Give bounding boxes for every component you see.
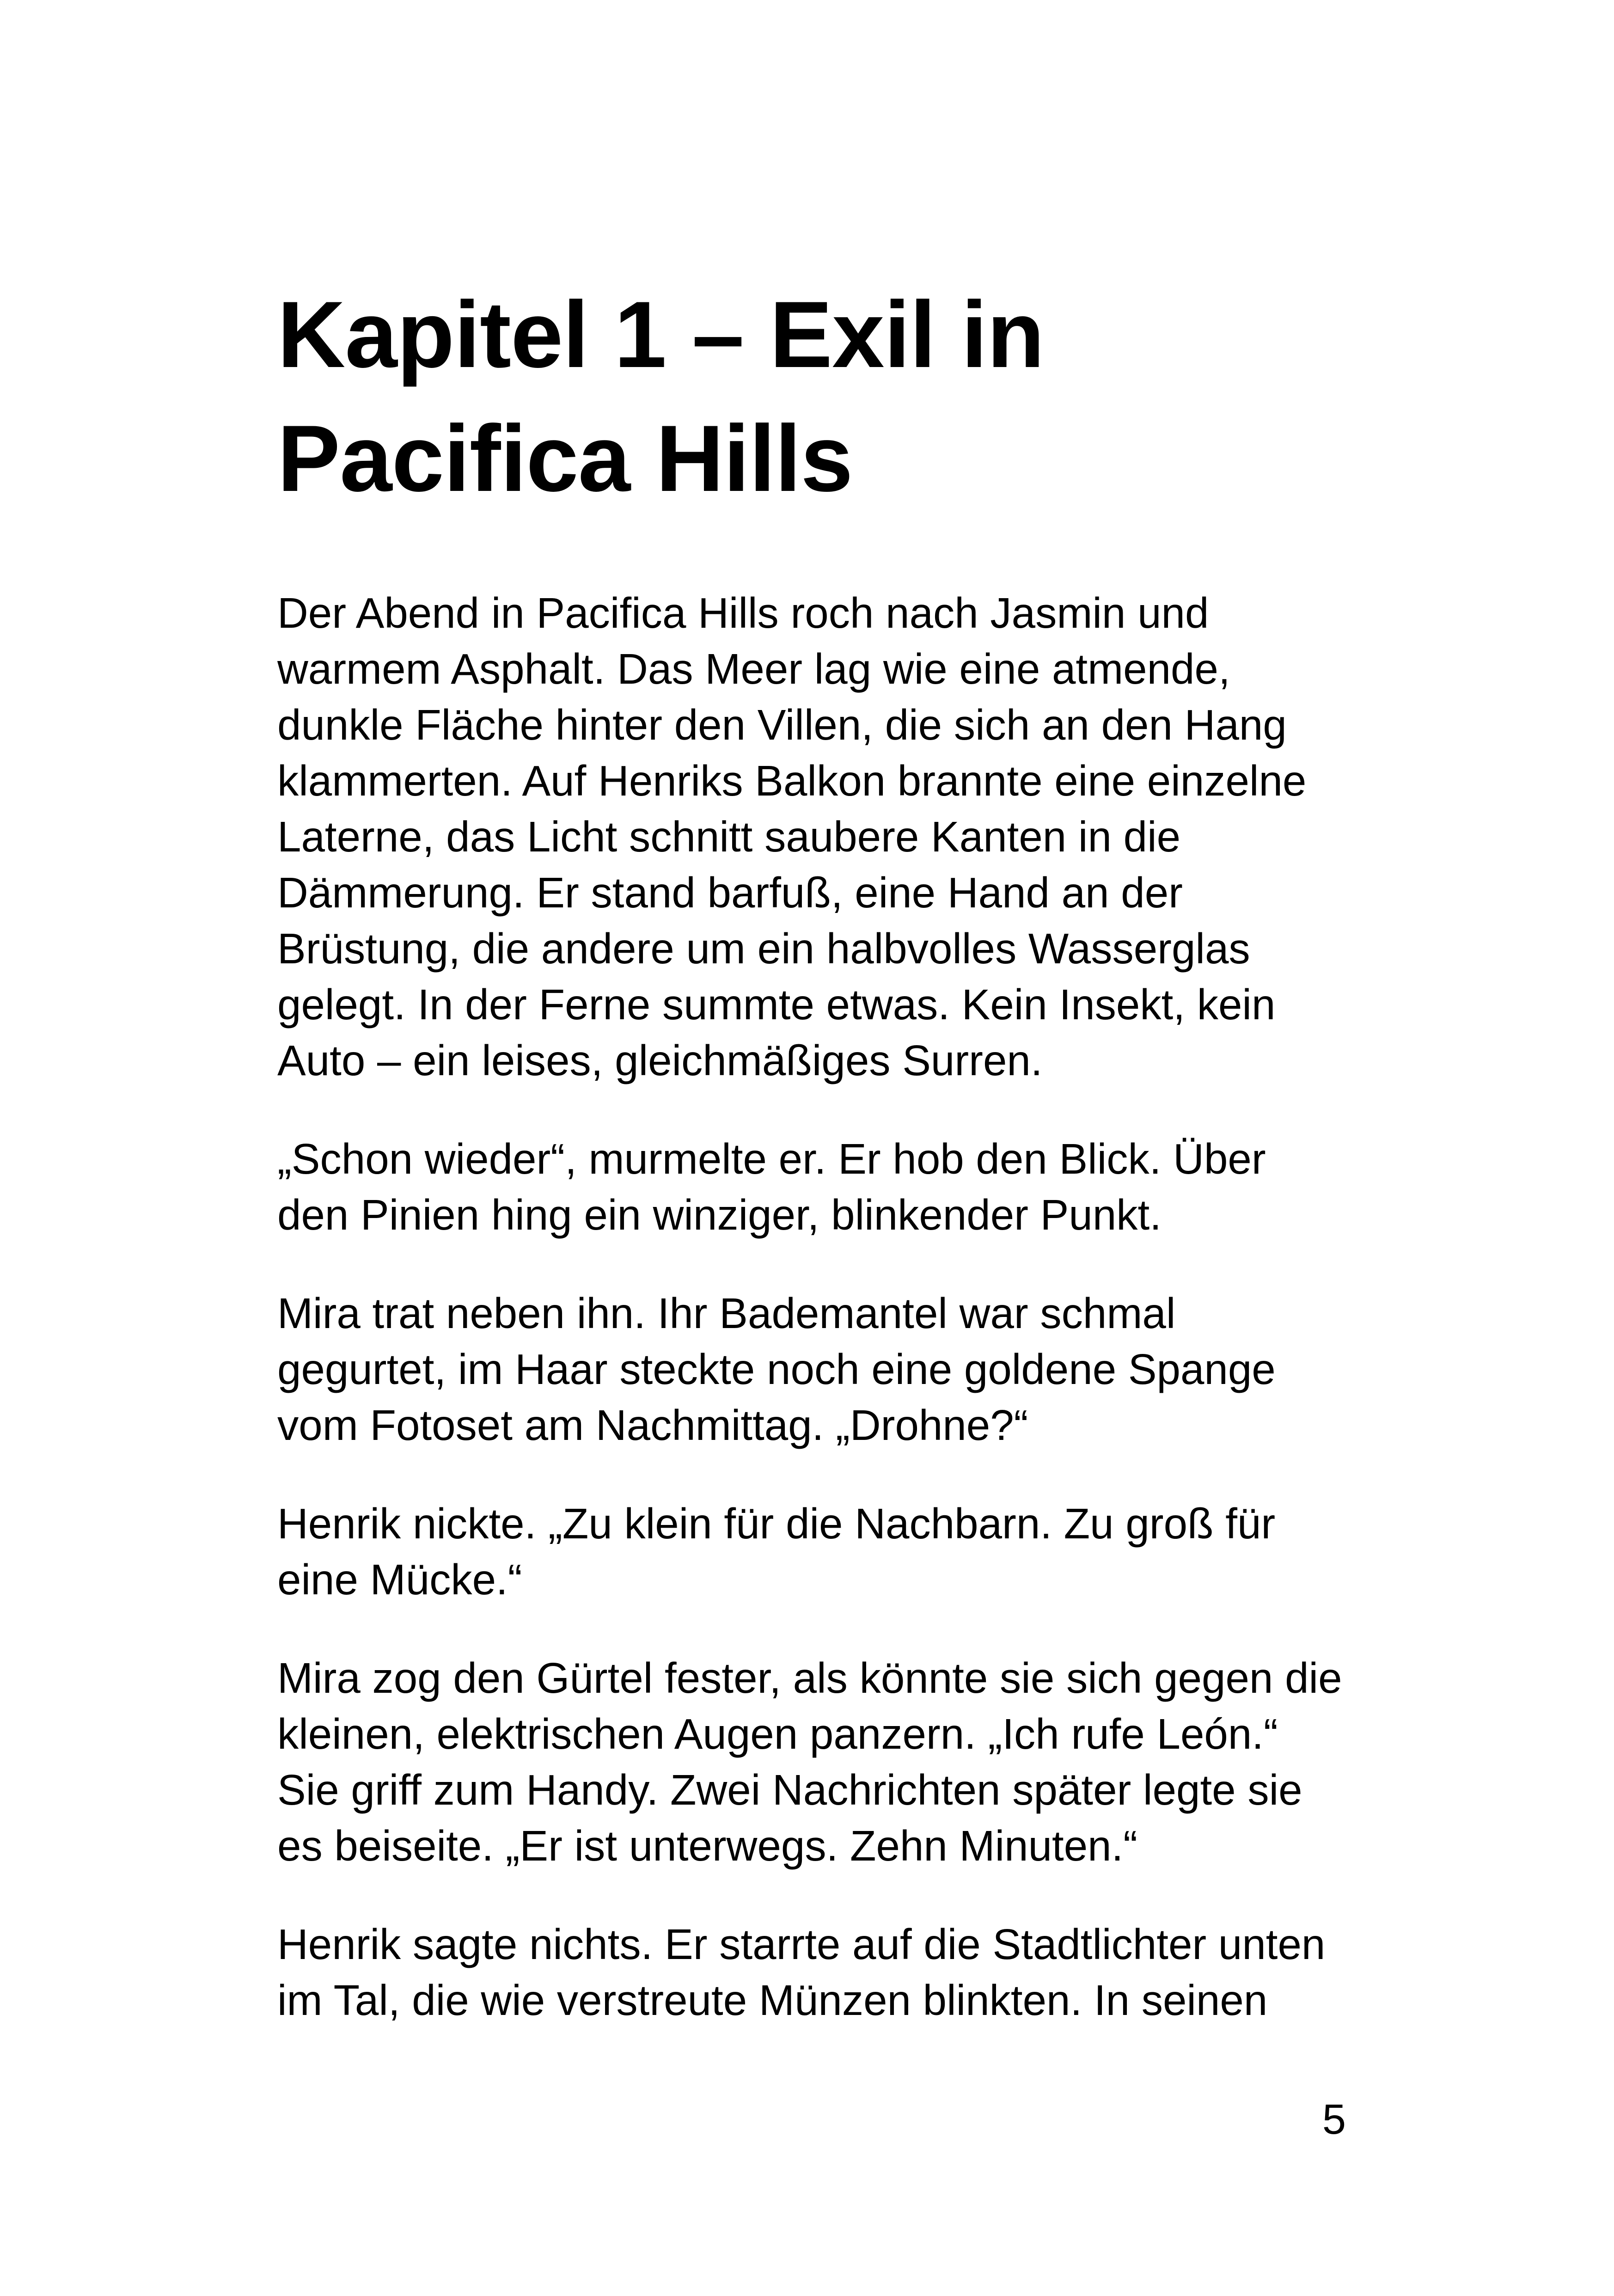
paragraph-schon-wieder: „Schon wieder“, murmelte er. Er hob den Blick. Über den Pinien hing ein winziger, blinkender Punkt.	[277, 1135, 1266, 1239]
paragraph-evening: Der Abend in Pacifica Hills roch nach Jasmin und warmem Asphalt. Das Meer lag wie eine atmende, dunkle Fläche hinter den Villen, die sich an den Hang klammerten. Auf Henriks Balkon brannte eine einzelne Laterne, das Licht schnitt saubere Kanten in die Dämmerung. Er stand barfuß, eine Hand an der Brüstung, die andere um ein halbvolles Wasserglas gelegt. In der Ferne summte etwas. Kein Insekt, kein Auto – ein leises, gleichmäßiges Surren.	[277, 589, 1307, 1084]
page-number: 5	[1322, 2096, 1346, 2143]
paragraph-mira-steps: Mira trat neben ihn. Ihr Bademantel war schmal gegurtet, im Haar steckte noch eine goldene Spange vom Fotoset am Nachmittag. „Drohne?“	[277, 1289, 1276, 1449]
paragraph-henrik-silent: Henrik sagte nichts. Er starrte auf die Stadtlichter unten im Tal, die wie verstreute Münzen blinkten. In seinen	[277, 1920, 1326, 2024]
paragraph-mira-calls: Mira zog den Gürtel fester, als könnte sie sich gegen die kleinen, elektrischen Augen panzern. „Ich rufe León.“ Sie griff zum Handy. Zwei Nachrichten später legte sie es beiseite. „Er ist unterwegs. Zehn Minuten.“	[277, 1654, 1342, 1870]
chapter-title: Kapitel 1 – Exil in Pacifica Hills	[277, 282, 1044, 511]
paragraph-henrik-nods: Henrik nickte. „Zu klein für die Nachbarn. Zu groß für eine Mücke.“	[277, 1500, 1276, 1604]
page-content	[277, 273, 1359, 2071]
